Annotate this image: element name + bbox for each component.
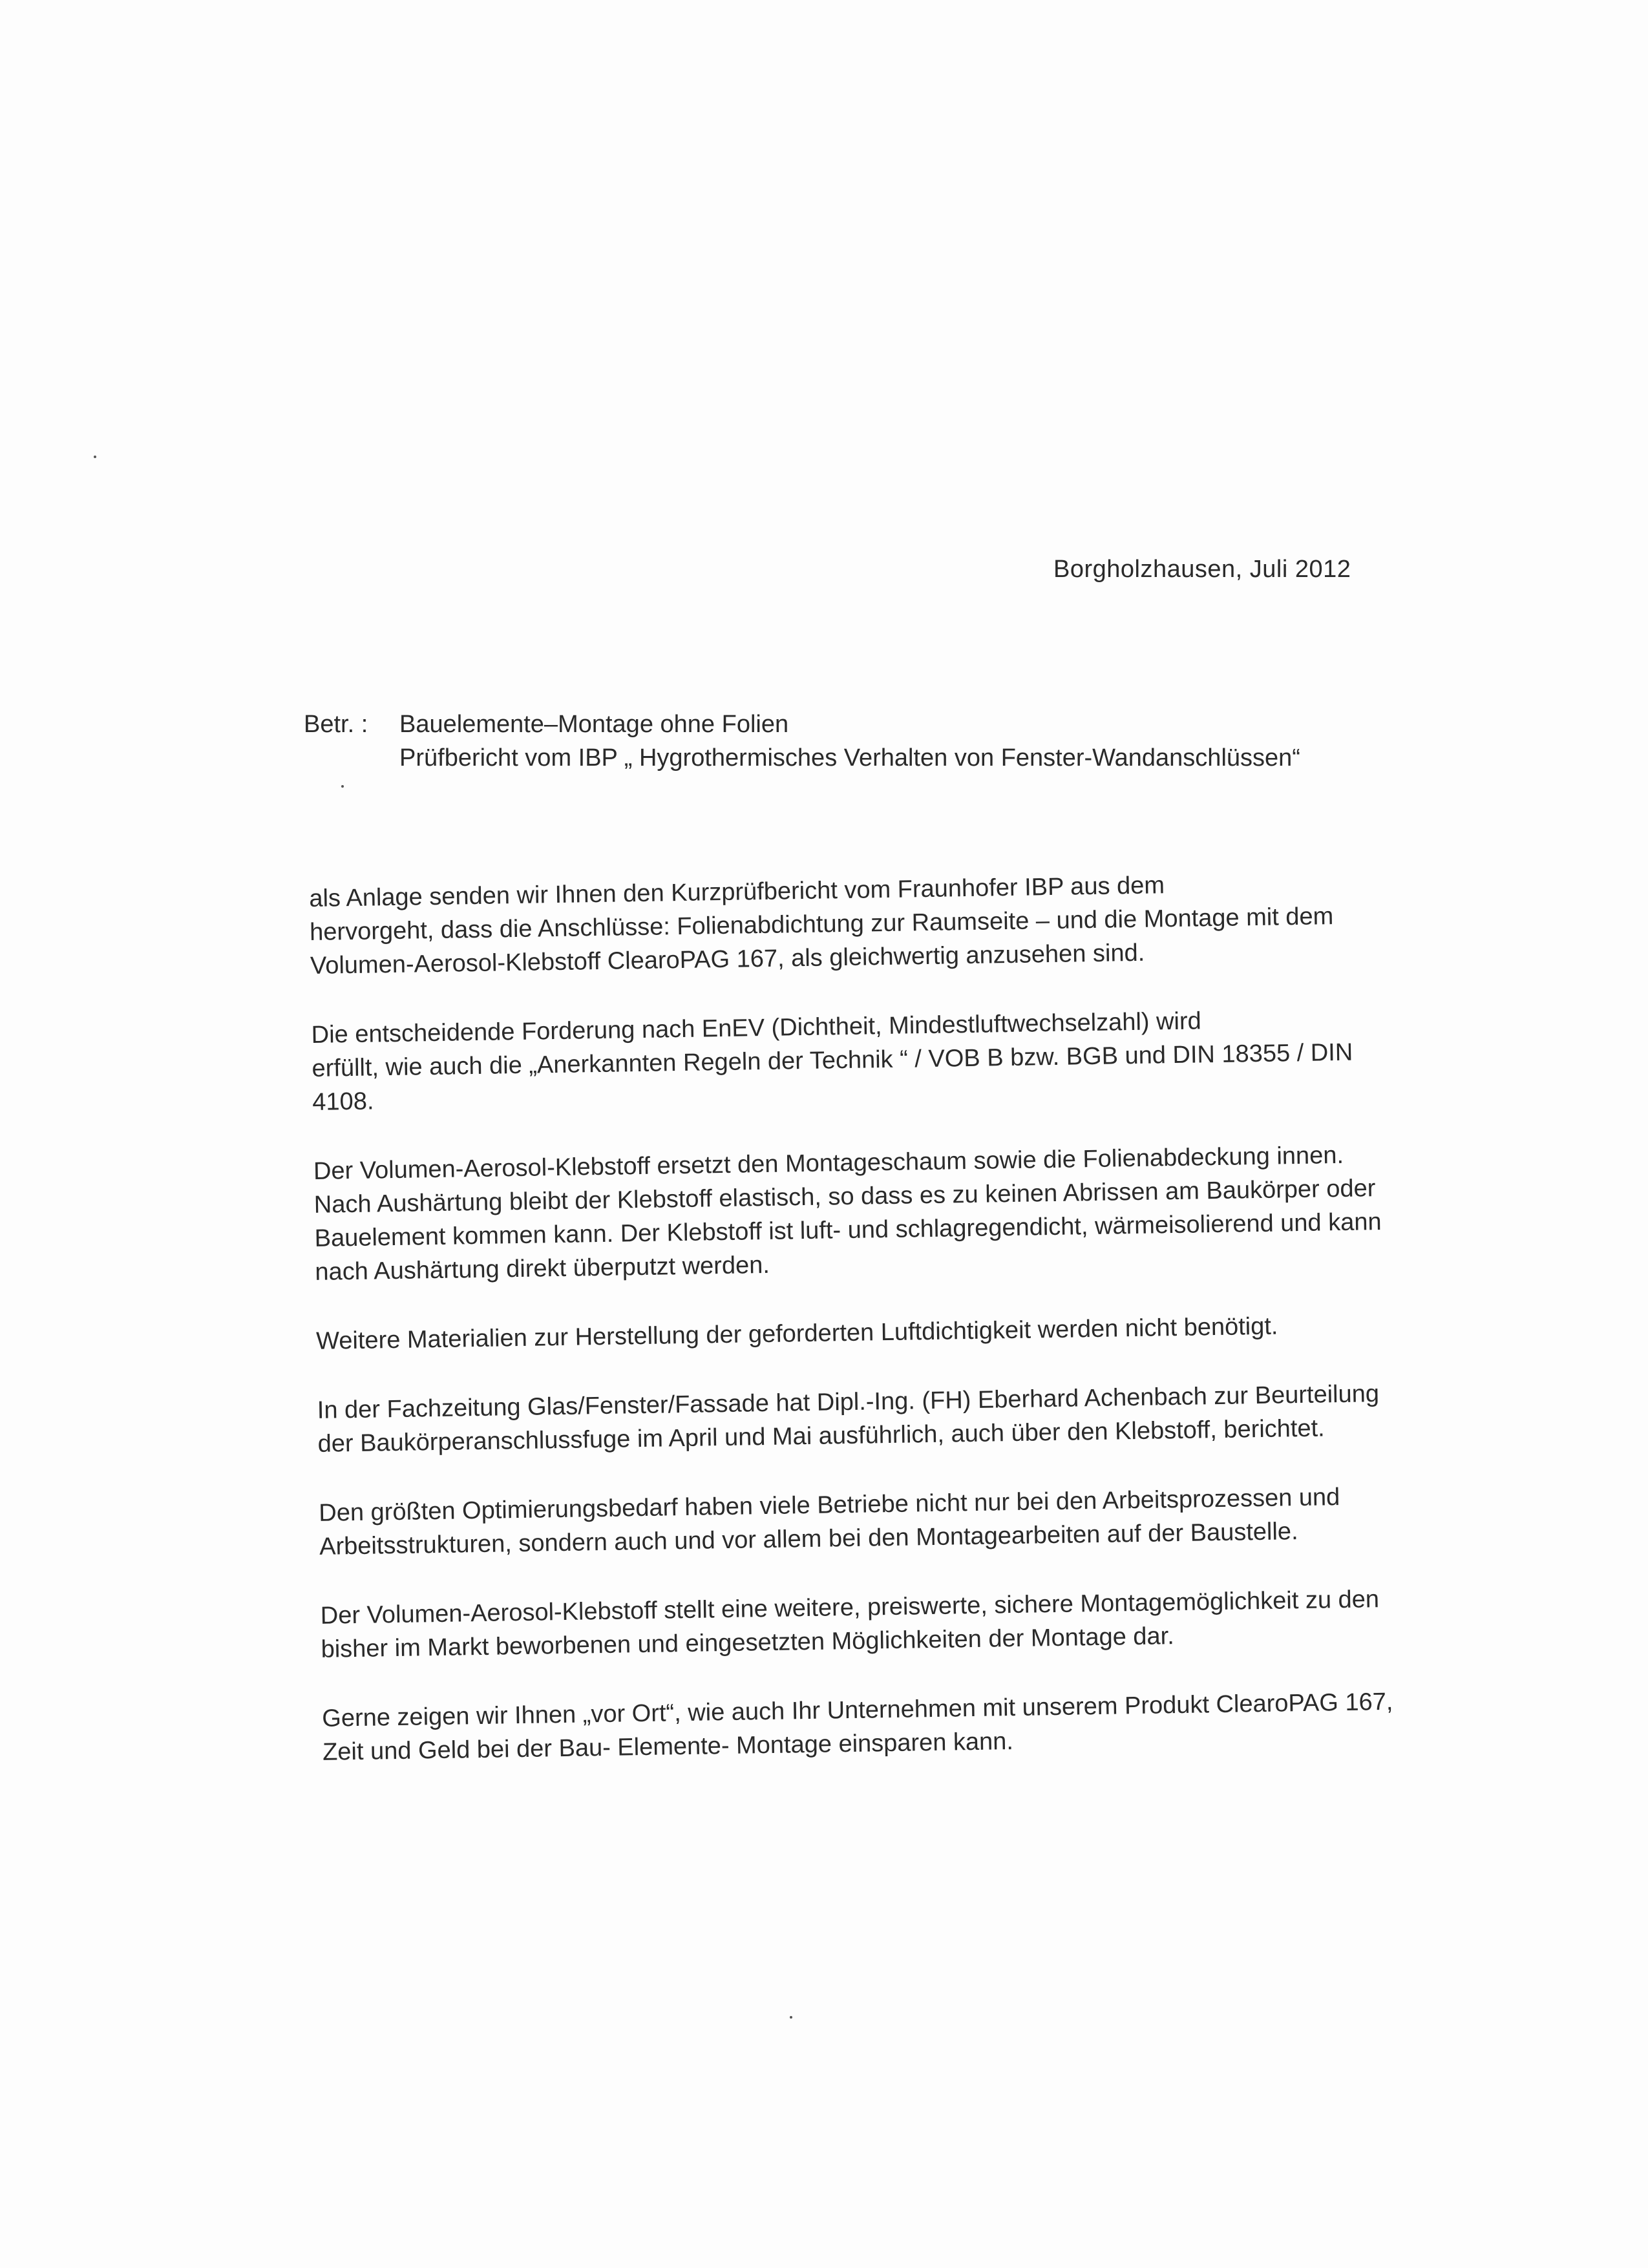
text-line: 4108.	[312, 1087, 374, 1116]
paragraph-montagemoeglichkeit	[320, 1579, 1581, 1666]
text-line: Volumen-Aerosol-Klebstoff ClearoPAG 167, als gleichwertig anzusehen sind.	[310, 939, 1145, 980]
text-line: In der Fachzeitung Glas/Fenster/Fassade hat Dipl.-Ing. (FH) Eberhard Achenbach zur Beurteilung	[317, 1380, 1380, 1424]
text-line: hervorgeht, dass die Anschlüsse: Folienabdichtung zur Raumseite – und die Montage mit dem	[309, 903, 1334, 946]
paragraph-enev	[311, 998, 1572, 1119]
text-line: bisher im Markt beworbenen und eingesetzten Möglichkeiten der Montage dar.	[321, 1622, 1175, 1663]
subject-label: Betr. :	[304, 711, 368, 738]
paragraph-materialien	[316, 1305, 1577, 1358]
subject-line: Prüfbericht vom IBP „ Hygrothermisches Verhalten von Fenster-Wandanschlüssen“	[399, 744, 1300, 772]
scan-speck	[790, 2016, 792, 2019]
text-line: Die entscheidende Forderung nach EnEV (Dichtheit, Mindestluftwechselzahl) wird	[311, 1007, 1202, 1049]
text-line: Arbeitsstrukturen, sondern auch und vor allem bei den Montagearbeiten auf der Baustelle.	[319, 1518, 1298, 1560]
subject-lines	[399, 708, 1300, 775]
paragraph-optimierung	[319, 1476, 1579, 1564]
paragraph-fachzeitung	[317, 1374, 1578, 1461]
text-line: Den größten Optimierungsbedarf haben viele Betriebe nicht nur bei den Arbeitsprozessen und	[319, 1484, 1340, 1527]
letter-body	[309, 862, 1583, 1804]
text-line: Zeit und Geld bei der Bau- Elemente- Montage einsparen kann.	[322, 1728, 1014, 1766]
paragraph-klebstoff	[313, 1135, 1576, 1289]
scan-speck	[341, 785, 344, 788]
text-line: Gerne zeigen wir Ihnen „vor Ort“, wie auch Ihr Unternehmen mit unserem Produkt ClearoPAG 167,	[322, 1688, 1393, 1732]
paragraph-anlage	[309, 862, 1570, 983]
text-line: Bauelement kommen kann. Der Klebstoff ist luft- und schlagregendicht, wärmeisolierend und kann	[314, 1208, 1382, 1252]
text-line: nach Aushärtung direkt überputzt werden.	[315, 1251, 770, 1286]
paragraph-vor-ort	[322, 1682, 1583, 1769]
subject-line: Bauelemente–Montage ohne Folien	[399, 711, 789, 738]
text-line: Nach Aushärtung bleibt der Klebstoff elastisch, so dass es zu keinen Abrissen am Baukörper oder	[313, 1175, 1376, 1219]
text-line: Der Volumen-Aerosol-Klebstoff ersetzt den Montageschaum sowie die Folienabdeckung innen.	[313, 1141, 1344, 1185]
text-line: erfüllt, wie auch die „Anerkannten Regeln der Technik “ / VOB B bzw. BGB und DIN 18355 / DIN	[312, 1038, 1353, 1082]
date-line: Borgholzhausen, Juli 2012	[1053, 556, 1351, 583]
text-line: als Anlage senden wir Ihnen den Kurzprüfbericht vom Fraunhofer IBP aus dem	[309, 872, 1165, 912]
scan-speck	[94, 456, 96, 458]
text-line: Der Volumen-Aerosol-Klebstoff stellt eine weitere, preiswerte, sichere Montagemöglichkeit zu den	[320, 1586, 1380, 1630]
text-line: Weitere Materialien zur Herstellung der geforderten Luftdichtigkeit werden nicht benötigt.	[315, 1312, 1278, 1355]
text-line: der Baukörperanschlussfuge im April und Mai ausführlich, auch über den Klebstoff, berichtet.	[317, 1414, 1325, 1458]
